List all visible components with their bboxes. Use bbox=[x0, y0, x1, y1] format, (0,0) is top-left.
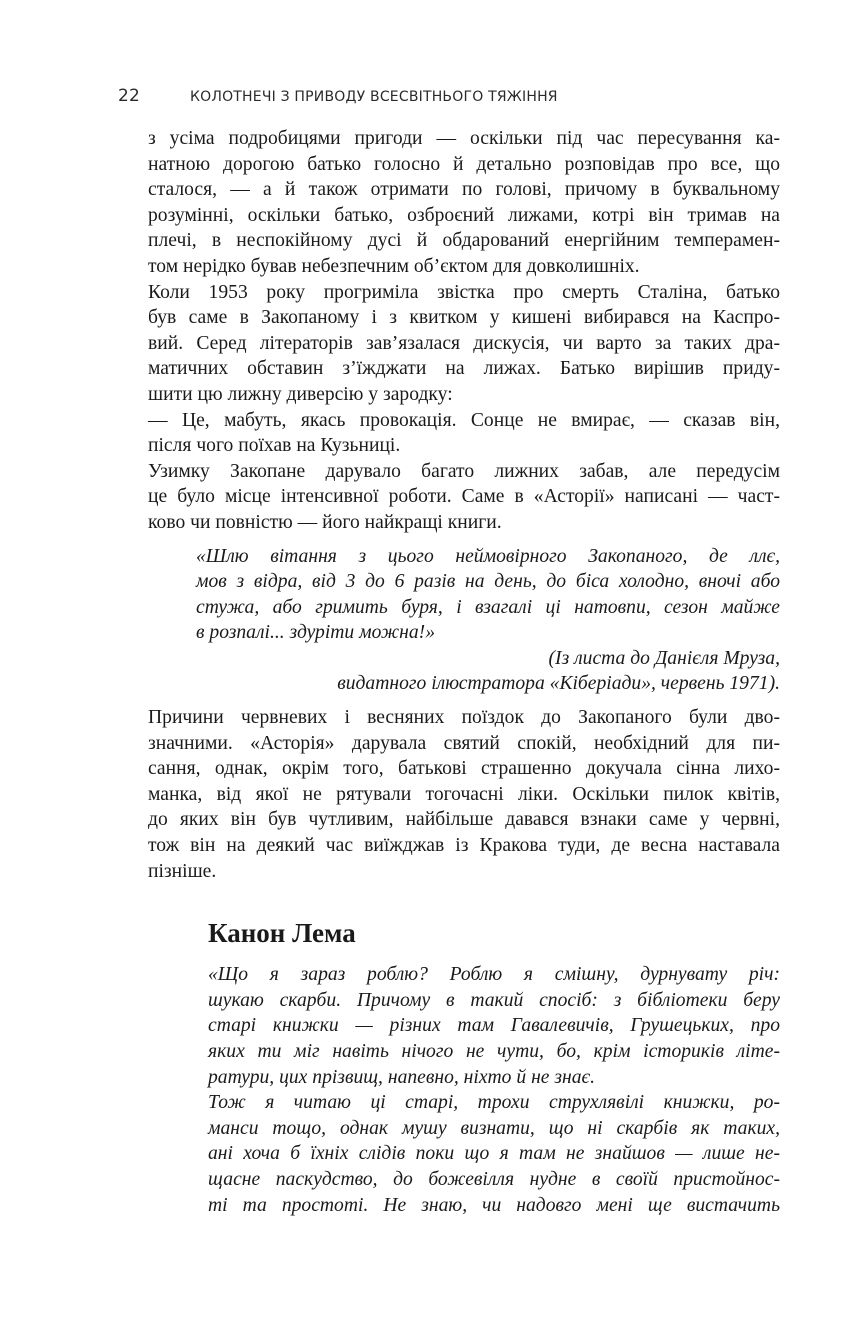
text-line: сталося, — а й також отримати по голові, причому в буквальному bbox=[148, 179, 780, 201]
text-line: Причини червневих і весняних поїздок до Закопаного були дво- bbox=[148, 707, 780, 729]
quote-line: щасне паскудство, до божевілля нудне в своїй пристойнос- bbox=[208, 1168, 780, 1190]
text-line: манка, від якої не рятували тогочасні ліки. Оскільки пилок квітів, bbox=[148, 783, 780, 805]
block-quote-lem-1 bbox=[148, 962, 780, 1090]
text-line: це було місце інтенсивної роботи. Саме в «Асторії» написані — част- bbox=[148, 486, 780, 508]
block-quote-lem-2 bbox=[148, 1090, 780, 1218]
quote-source: (Із листа до Данієля Мруза, bbox=[548, 647, 780, 669]
quote-source: видатного ілюстратора «Кіберіади», червень 1971). bbox=[337, 673, 780, 695]
quote-line: шукаю скарби. Причому в такий спосіб: з бібліотеки беру bbox=[208, 989, 780, 1011]
quote-line: мов з відра, від 3 до 6 разів на день, до біса холодно, вночі або bbox=[196, 571, 780, 593]
paragraph-5 bbox=[148, 705, 780, 884]
quote-line: манси тощо, однак мушу визнати, що ні скарбів як таких, bbox=[208, 1117, 780, 1139]
text-line: Узимку Закопане дарувало багато лижних забав, але передусім bbox=[148, 460, 780, 482]
paragraph-4 bbox=[148, 459, 780, 536]
quote-line: Тож я читаю ці старі, трохи струхлявілі книжки, ро- bbox=[208, 1092, 780, 1114]
text-line: тож він на деякий час виїжджав із Кракова туди, де весна наставала bbox=[148, 835, 780, 857]
text-line: до яких він був чутливим, найбільше давався взнаки саме у червні, bbox=[148, 809, 780, 831]
quote-line: ратури, цих прізвищ, напевно, ніхто й не знає. bbox=[208, 1066, 595, 1088]
text-line: вий. Серед літераторів зав’язалася дискусія, чи варто за таких дра- bbox=[148, 332, 780, 354]
page-number: 22 bbox=[118, 86, 141, 106]
text-line: значними. «Асторія» дарувала святий спокій, необхідний для пи- bbox=[148, 732, 780, 754]
text-line: том нерідко бував небезпечним об’єктом для довколишніх. bbox=[148, 255, 640, 277]
text-line: з усіма подробицями пригоди — оскільки під час пересування ка- bbox=[148, 128, 780, 149]
text-line: натною дорогою батько голосно й детально розповідав про все, що bbox=[148, 153, 780, 175]
quote-line: «Що я зараз роблю? Роблю я смішну, дурнувату річ: bbox=[208, 964, 780, 986]
text-line: ково чи повністю — його найкращі книги. bbox=[148, 511, 502, 533]
spacer bbox=[148, 697, 780, 705]
text-line: був саме в Закопаному і з квитком у кишені вибирався на Каспро- bbox=[148, 307, 780, 329]
block-quote-letter bbox=[148, 544, 780, 698]
section-heading: Канон Лема bbox=[208, 918, 356, 949]
running-header bbox=[118, 86, 558, 106]
paragraph-3 bbox=[148, 408, 780, 459]
quote-line: «Шлю вітання з цього неймовірного Закопаного, де ллє, bbox=[196, 545, 780, 567]
quote-line: ані хоча б їхніх слідів поки що я там не знайшов — лише не- bbox=[208, 1143, 780, 1165]
paragraph-2 bbox=[148, 280, 780, 408]
text-line: розумінні, оскільки батько, озброєний лижами, котрі він тримав на bbox=[148, 204, 780, 226]
quote-line: старі книжки — різних там Гавалевичів, Грушецьких, про bbox=[208, 1015, 780, 1037]
text-line: сання, однак, окрім того, батькові страшенно докучала сінна лихо- bbox=[148, 758, 780, 780]
text-line: Коли 1953 року прогриміла звістка про смерть Сталіна, батько bbox=[148, 281, 780, 303]
text-line: матичних обставин з’їжджати на лижах. Батько вирішив приду- bbox=[148, 358, 780, 380]
text-line: плечі, в неспокійному дусі й обдарований енергійним темперамен- bbox=[148, 230, 780, 252]
running-title: КОЛОТНЕЧІ З ПРИВОДУ ВСЕСВІТНЬОГО ТЯЖІННЯ bbox=[190, 89, 558, 105]
quote-line: в розпалі... здуріти можна!» bbox=[196, 622, 435, 644]
quote-line: стужа, або гримить буря, і взагалі ці натовпи, сезон майже bbox=[196, 596, 780, 618]
text-line: після чого поїхав на Кузьниці. bbox=[148, 435, 401, 457]
text-line: — Це, мабуть, якась провокація. Сонце не вмирає, — сказав він, bbox=[148, 409, 780, 431]
text-body bbox=[148, 126, 780, 1218]
text-line: шити цю лижну диверсію у зародку: bbox=[148, 383, 453, 405]
quote-line: ті та простоті. Не знаю, чи надовго мені ще вистачить bbox=[208, 1194, 780, 1216]
quote-line: яких ти міг навіть нічого не чути, бо, крім істориків літе- bbox=[208, 1041, 780, 1062]
text-line: пізніше. bbox=[148, 860, 217, 882]
paragraph-1 bbox=[148, 126, 780, 280]
spacer bbox=[148, 536, 780, 544]
